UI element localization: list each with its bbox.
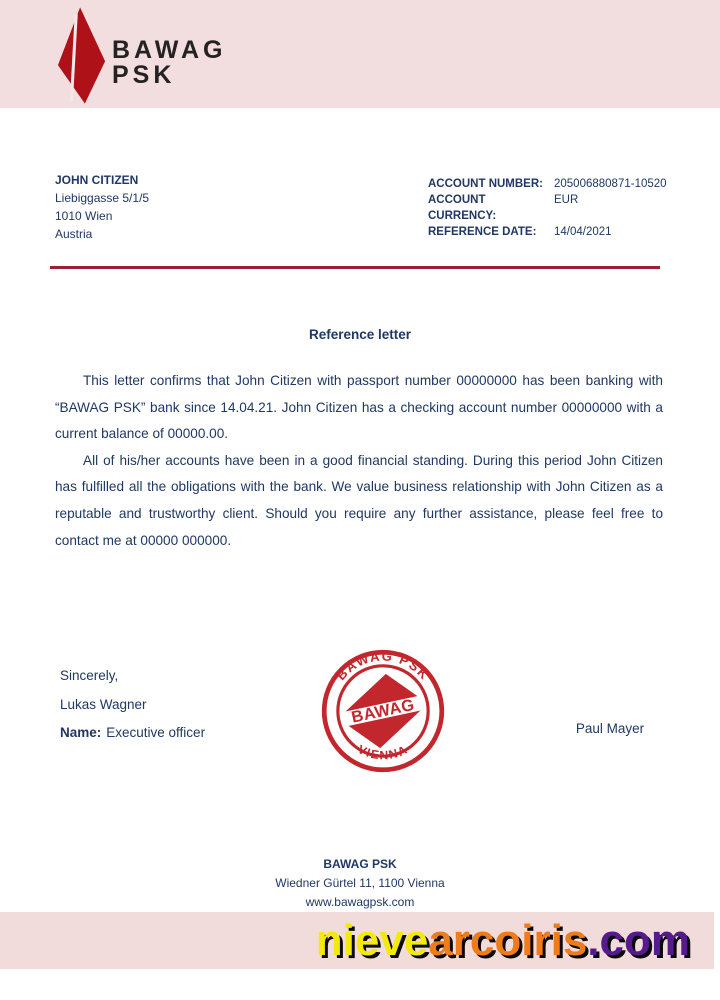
recipient-street: Liebiggasse 5/1/5	[55, 191, 150, 205]
divider-rule	[50, 266, 660, 269]
header-band	[0, 0, 720, 108]
recipient-name: JOHN CITIZEN	[55, 173, 139, 187]
right-signer-name: Paul Mayer	[575, 721, 645, 736]
letter-body	[55, 368, 663, 554]
account-number-row	[428, 176, 667, 192]
recipient-block	[55, 171, 149, 243]
signature-closing: Sincerely,	[60, 668, 119, 683]
footer-website: www.bawagpsk.com	[305, 895, 415, 909]
footer-block	[0, 855, 720, 912]
stamp-center-text: BAWAG	[349, 695, 417, 727]
letter-paragraph-1: This letter confirms that John Citizen with passport number 00000000 has been banking with “BAWAG PSK” bank since 14.04.21. John Citizen has a checking account number 00000000 with a current balance of 00000.00.	[55, 373, 663, 442]
recipient-country: Austria	[55, 227, 93, 241]
account-currency-value: EUR	[554, 194, 579, 206]
brand-line-1: BAWAG	[112, 36, 227, 64]
footer-address: Wiedner Gürtel 11, 1100 Vienna	[275, 876, 445, 890]
reference-date-value: 14/04/2021	[554, 226, 612, 238]
account-currency-label: ACCOUNT CURRENCY:	[428, 194, 497, 222]
reference-date-label: REFERENCE DATE:	[428, 226, 537, 238]
letter-paragraph-2: All of his/her accounts have been in a good financial standing. During this period John Citizen has fulfilled all the obligations with the bank. We value business relationship with John Citizen as a reputable and trustworthy client. Should you require any further assistance, please feel free to contact me at 00000 000000.	[55, 452, 663, 548]
watermark-part-3: .com	[587, 915, 690, 965]
letter-title: Reference letter	[308, 327, 412, 342]
watermark-part-1: nieve	[315, 915, 429, 965]
account-number-value: 205006880871-10520	[554, 178, 667, 190]
bank-stamp-seal	[320, 648, 446, 774]
stamp-bottom-text: VIENNA	[355, 742, 411, 763]
recipient-city: 1010 Wien	[55, 209, 113, 223]
reference-date-row	[428, 224, 667, 240]
watermark-banner	[0, 912, 714, 969]
footer-bank-name: BAWAG PSK	[323, 857, 397, 871]
watermark-text	[315, 915, 690, 965]
signature-block	[60, 662, 205, 748]
signature-name: Lukas Wagner	[60, 696, 147, 712]
watermark-part-2: arcoiris	[428, 915, 588, 965]
account-number-label: ACCOUNT NUMBER:	[428, 178, 543, 190]
bawag-logo-icon	[57, 6, 107, 105]
account-currency-row	[428, 192, 667, 224]
stamp-top-text: BAWAG PSK	[333, 648, 433, 684]
signature-role-value: Executive officer	[106, 725, 206, 740]
brand-wordmark	[112, 38, 226, 88]
account-info-block	[428, 176, 667, 240]
signature-role-label: Name:	[60, 725, 102, 740]
signature-role-line	[60, 719, 205, 748]
brand-line-2: PSK	[112, 61, 176, 89]
stamp-center-diamond	[340, 668, 427, 753]
